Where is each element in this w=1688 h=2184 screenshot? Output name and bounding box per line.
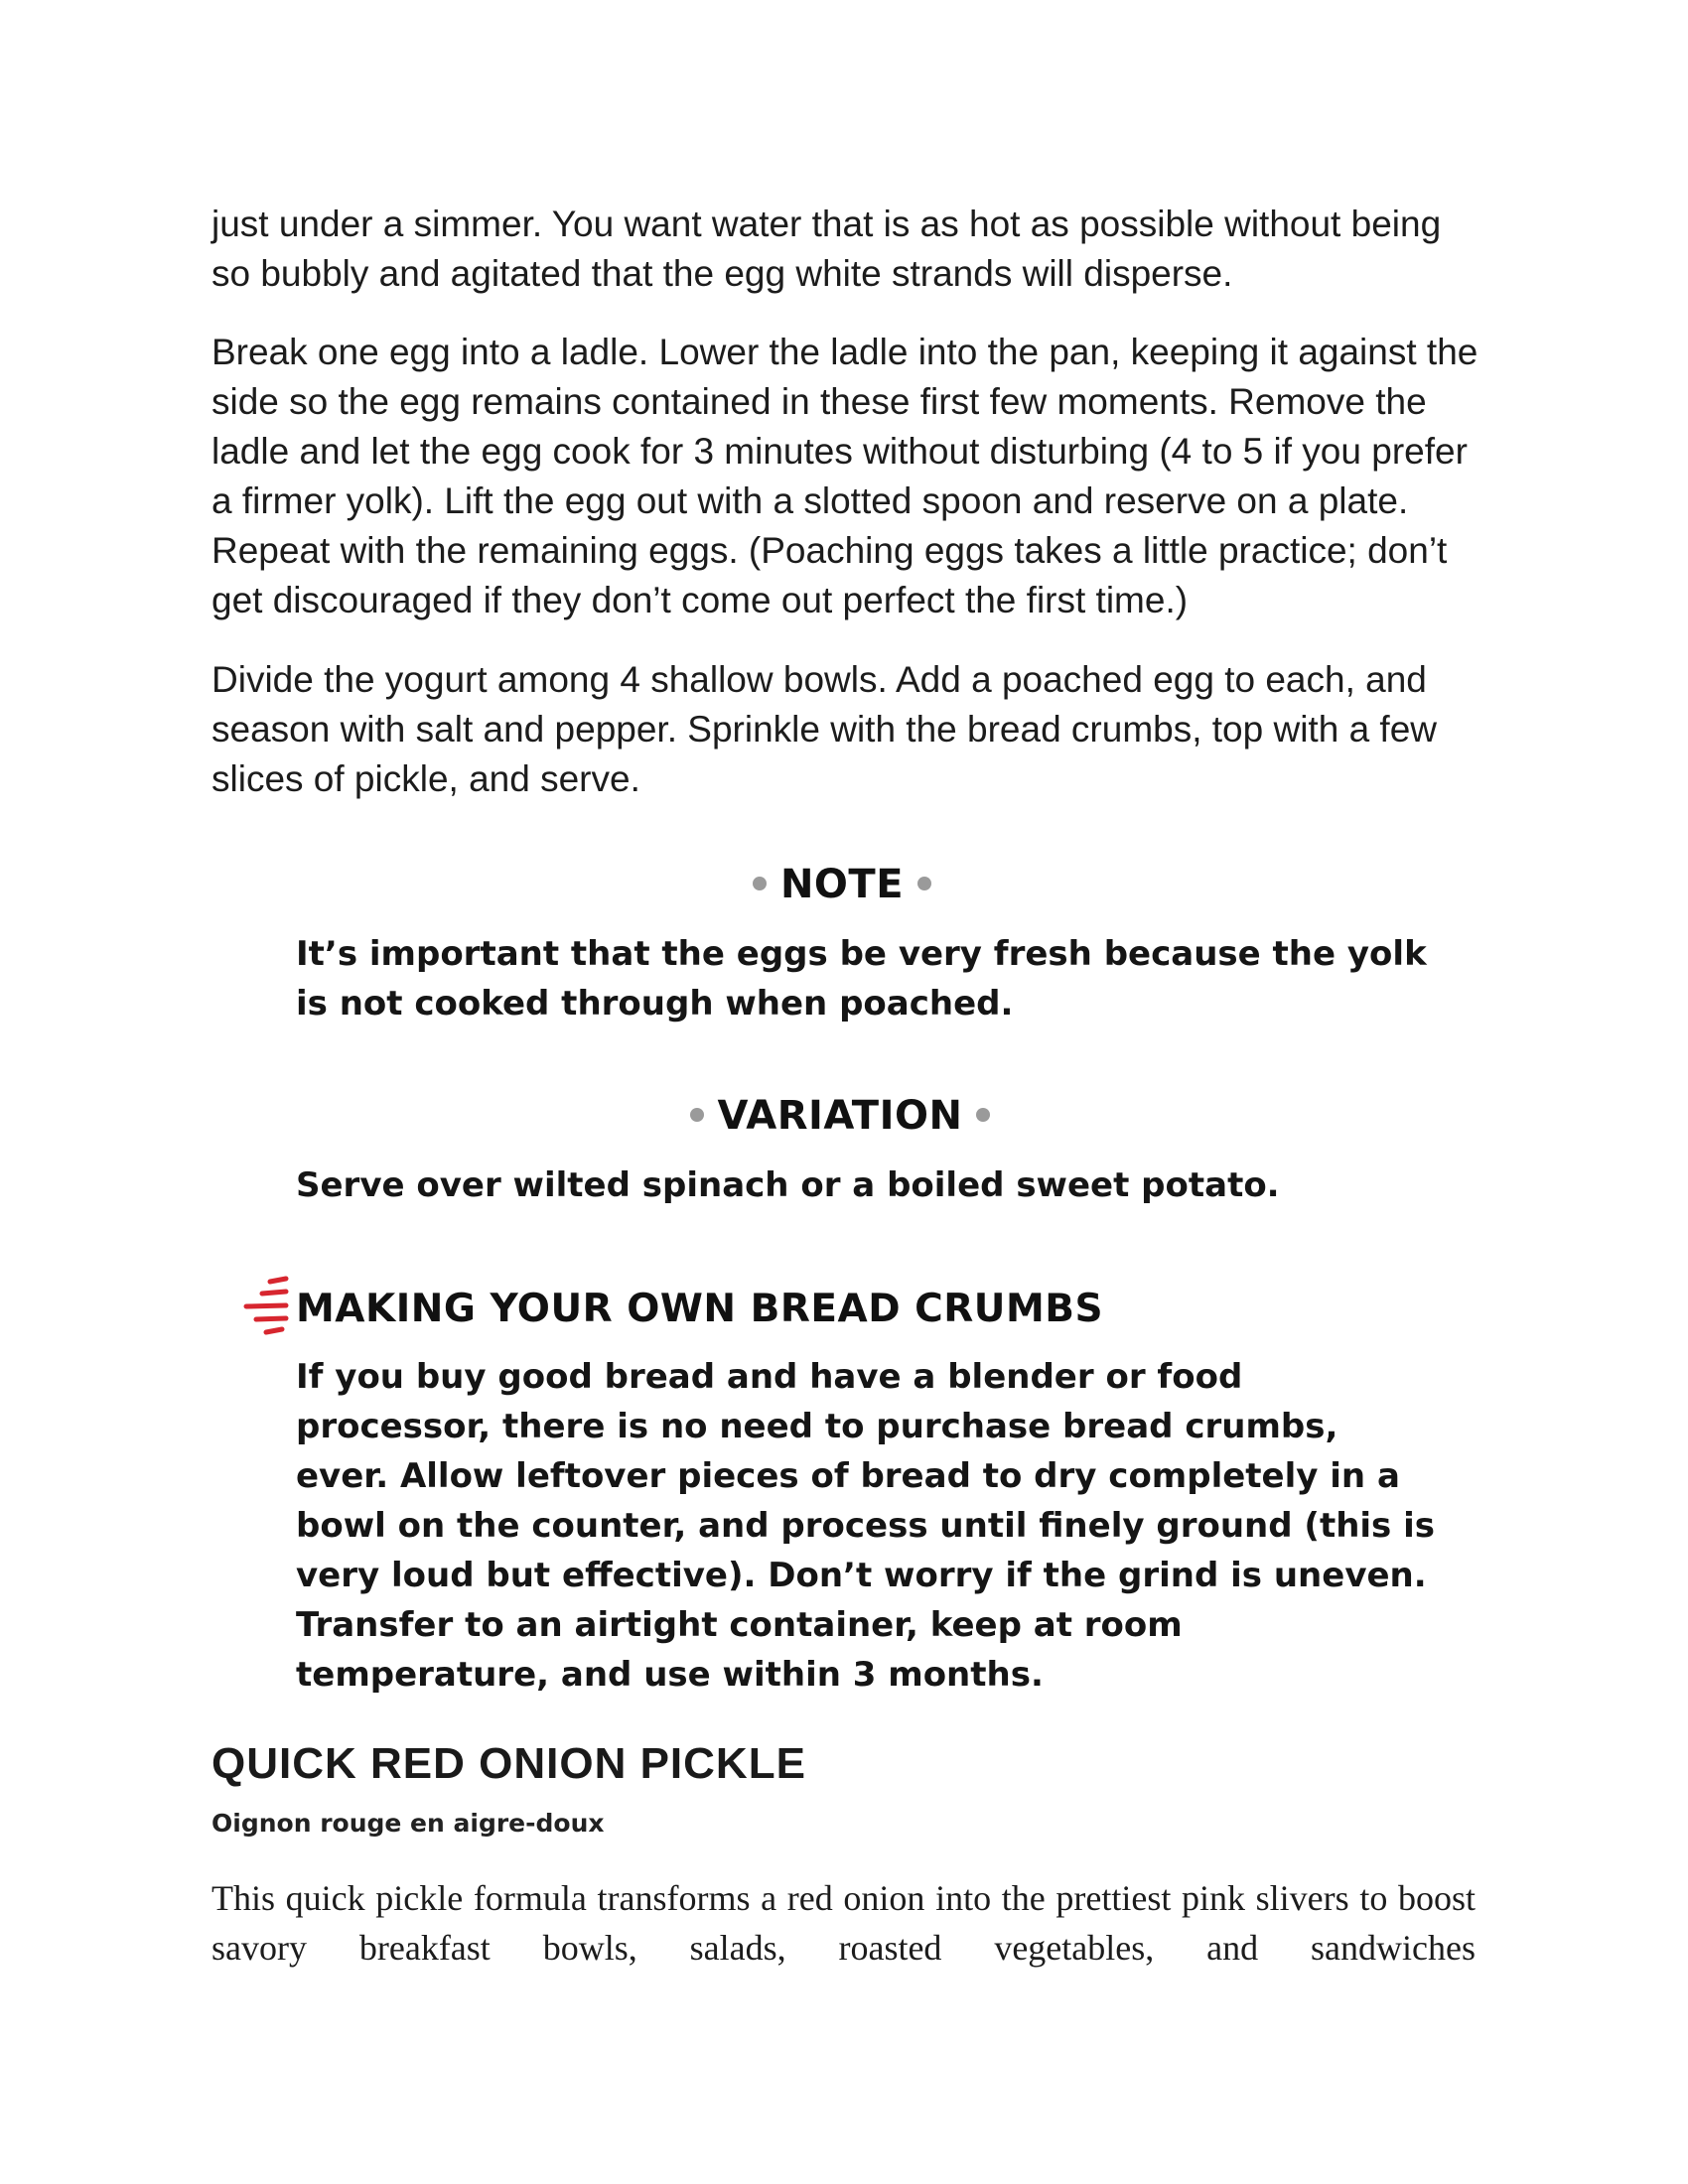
recipe-subtitle: Oignon rouge en aigre-doux — [211, 1809, 605, 1838]
note-text: It’s important that the eggs be very fresh because the yolk is not cooked through when poached. — [296, 934, 1427, 1024]
tip-heading: MAKING YOUR OWN BREAD CRUMBS — [296, 1287, 1104, 1331]
body-paragraph: just under a simmer. You want water that is as hot as possible without being so bubbly and agitated that the egg white strands will disperse. — [211, 204, 1442, 294]
body-paragraph: Divide the yogurt among 4 shallow bowls. Add a poached egg to each, and season with salt and pepper. Sprinkle with the bread crumbs, top with a few slices of pickle, and serve. — [211, 659, 1438, 799]
variation-text: Serve over wilted spinach or a boiled sweet potato. — [296, 1165, 1280, 1205]
recipe-title: QUICK RED ONION PICKLE — [211, 1739, 806, 1788]
bullet-dot-icon — [917, 877, 931, 890]
tip-text: If you buy good bread and have a blender or food processor, there is no need to purchase bread crumbs, ever. Allow leftover pieces of bread to dry completely in a bowl on the counter, and process until finely ground (this is very loud but effective). Don’t worry if the grind is uneven. Transfer to an airtight container, keep at room temperature, and use within 3 months. — [296, 1357, 1436, 1695]
bullet-dot-icon — [690, 1108, 704, 1122]
recipe-intro: This quick pickle formula transforms a red onion into the prettiest pink slivers to boost savory breakfast bowls, salads, roasted vegetables, and sandwiches — [211, 1878, 1476, 1968]
variation-heading — [0, 1093, 1684, 1139]
body-paragraph: Break one egg into a ladle. Lower the ladle into the pan, keeping it against the side so the egg remains contained in these first few moments. Remove the ladle and let the egg cook for 3 minutes without disturbing (4 to 5 if you prefer a firmer yolk). Lift the egg out with a slotted spoon and reserve on a plate. Repeat with the remaining eggs. (Poaching eggs takes a little practice; don’t get discouraged if they don’t come out perfect the first time.) — [211, 332, 1478, 620]
bullet-dot-icon — [753, 877, 767, 890]
note-heading-label: NOTE — [779, 862, 905, 907]
bullet-dot-icon — [976, 1108, 990, 1122]
note-heading — [0, 862, 1686, 907]
red-lines-icon — [242, 1274, 294, 1343]
variation-heading-label: VARIATION — [717, 1093, 963, 1139]
